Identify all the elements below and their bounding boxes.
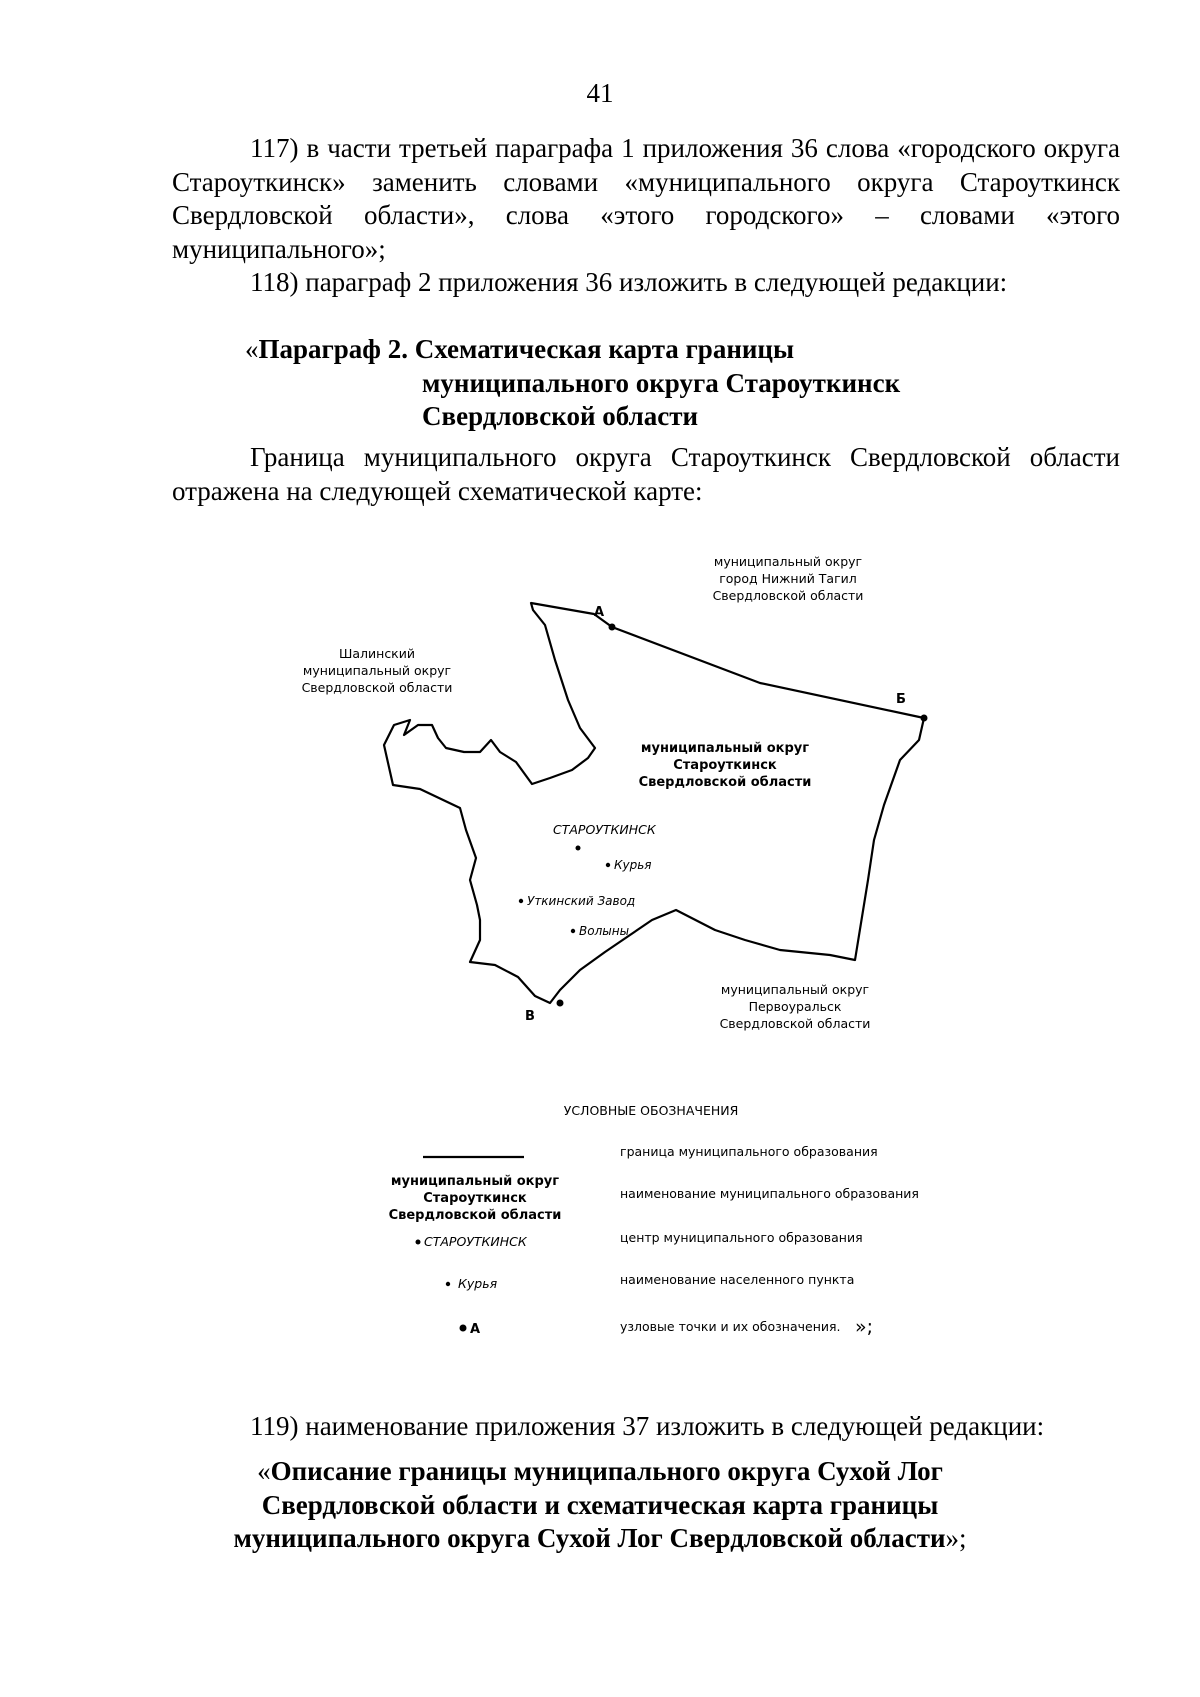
legend-label-center: центр муниципального образования <box>620 1230 863 1245</box>
heading2-line1: Описание границы муниципального округа Сухой Лог <box>270 1456 943 1486</box>
svg-text:Свердловской области: Свердловской области <box>301 680 453 695</box>
svg-text:муниципальный округ: муниципальный округ <box>302 663 452 678</box>
node-label-v: В <box>525 1009 535 1024</box>
svg-text:город Нижний Тагил: город Нижний Тагил <box>719 571 857 586</box>
legend-symbol-district-name <box>389 1174 562 1223</box>
item-118: 118) параграф 2 приложения 36 изложить в следующей редакции: <box>250 267 1008 297</box>
node-point-a <box>609 624 616 631</box>
neighbor-south-east-label <box>720 982 871 1031</box>
svg-text:Свердловской области: Свердловской области <box>719 1016 871 1031</box>
legend-label-boundary: граница муниципального образования <box>620 1144 878 1159</box>
appendix37-heading <box>0 1455 1200 1556</box>
legend-settlement-dot <box>446 1282 450 1286</box>
svg-text:муниципальный округ: муниципальный округ <box>390 1174 560 1189</box>
svg-text:Староуткинск: Староуткинск <box>423 1191 527 1206</box>
center-dot <box>576 846 581 851</box>
heading-line2: муниципального округа Староуткинск <box>422 367 901 398</box>
svg-text:Староуткинск: Староуткинск <box>673 758 777 773</box>
svg-text:Свердловской области: Свердловской области <box>712 588 864 603</box>
item-117: 117) в части третьей параграфа 1 приложения 36 слова «городского округа Староуткинск» заменить словами «муниципального округа Староуткинск Свердловской области», слова «этого городского» – словами «этого муниципального»; <box>172 133 1120 264</box>
svg-text:Свердловской области: Свердловской области <box>388 1208 562 1223</box>
legend-title: УСЛОВНЫЕ ОБОЗНАЧЕНИЯ <box>563 1103 739 1118</box>
svg-text:муниципальный округ: муниципальный округ <box>713 554 863 569</box>
settlement-dot-volyny <box>571 929 575 933</box>
legend-label-settlement: наименование населенного пункта <box>620 1272 855 1287</box>
neighbor-west-label <box>302 646 453 695</box>
settlement-kurya: Курья <box>614 858 652 872</box>
legend-symbol-settlement: Курья <box>458 1276 498 1291</box>
district-boundary <box>384 603 924 1003</box>
heading-line3: Свердловской области <box>422 401 699 431</box>
legend-closing-quote: »; <box>855 1316 874 1338</box>
settlement-dot-kurya <box>606 863 610 867</box>
node-label-a: А <box>594 605 605 620</box>
page-number: 41 <box>586 78 614 108</box>
neighbor-north-label <box>713 554 864 603</box>
svg-text:Шалинский: Шалинский <box>339 646 415 661</box>
center-label: СТАРОУТКИНСК <box>553 822 656 837</box>
svg-text:муниципальный округ: муниципальный округ <box>720 982 870 997</box>
heading2-open-quote: « <box>257 1456 271 1486</box>
district-name-label <box>639 741 812 790</box>
svg-text:муниципальный округ: муниципальный округ <box>640 741 810 756</box>
legend-label-node: узловые точки и их обозначения. <box>620 1319 841 1334</box>
legend-center-dot <box>416 1240 421 1245</box>
heading2-closing: »; <box>945 1523 967 1553</box>
legend-node-dot <box>460 1325 467 1332</box>
heading-open-quote: « <box>245 334 259 364</box>
heading2-line2: Свердловской области и схематическая карта границы <box>261 1489 939 1520</box>
legend-symbol-center: СТАРОУТКИНСК <box>424 1234 527 1249</box>
legend-symbol-node: А <box>470 1322 481 1337</box>
node-point-b <box>921 715 928 722</box>
settlement-dot-utkinsky <box>519 899 523 903</box>
intro-text: Граница муниципального округа Староуткинск Свердловской области отражена на следующей схематической карте: <box>172 442 1120 506</box>
svg-text:Первоуральск: Первоуральск <box>748 999 842 1014</box>
settlement-volyny: Волыны <box>579 924 630 938</box>
heading2-line3: муниципального округа Сухой Лог Свердловской области <box>233 1523 946 1553</box>
svg-text:Свердловской области: Свердловской области <box>638 775 812 790</box>
legend-label-district-name: наименование муниципального образования <box>620 1186 919 1201</box>
heading-line1: Параграф 2. Схематическая карта границы <box>258 334 795 364</box>
node-point-v <box>557 1000 564 1007</box>
item-119: 119) наименование приложения 37 изложить в следующей редакции: <box>250 1411 1045 1441</box>
settlement-utkinsky-zavod: Уткинский Завод <box>527 894 636 908</box>
node-label-b: Б <box>896 692 906 707</box>
